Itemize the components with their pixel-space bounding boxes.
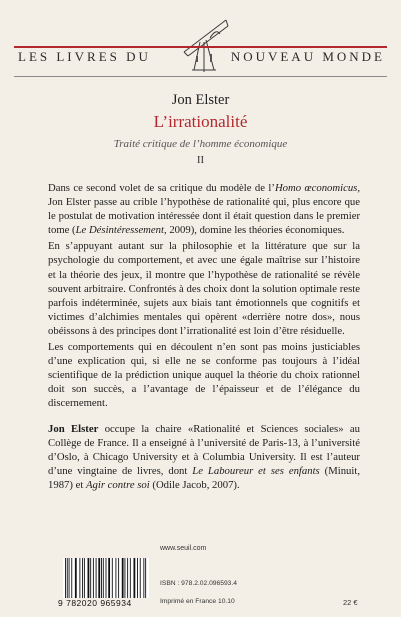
italic-text: Agir contre soi [86,478,150,491]
publisher-url: www.seuil.com [160,545,207,552]
series-name-right: NOUVEAU MONDE [230,49,385,64]
text-run: , 2009), domine les théories économiques. [163,224,345,237]
book-subtitle: Traité critique de l’homme économique [113,138,288,150]
italic-text: Le Laboureur et ses enfants [192,464,320,477]
author-bio [48,422,360,492]
text-run: (Minuit, 1987) et [48,464,360,491]
price: 22 € [343,598,358,607]
author-name: Jon Elster [171,92,230,108]
text-run: Les comportements qui en découlent n’en sont pas moins justiciables d’une explication qui, si elle ne se conforme pas toujours à l’idéal scientifique de la prédiction unique auquel la théorie du choix rationnel doit son succès, a l’avantage de l’épaisseur et de l’élégance du discernement. [48,341,360,410]
banner-top-rule [14,46,387,48]
text-run: , Jon Elster passe au crible l’hypothèse de rationalité qui, plus encore que le postulat de motivation intéressée dont il était question dans le premier tome ( [48,182,360,237]
blurb [48,181,360,492]
text-run: (Odile Jacob, 2007). [149,478,240,491]
barcode-number: 9 782020 965934 [58,598,132,608]
blurb-paragraph [48,340,360,410]
bold-text: Jon Elster [48,422,99,435]
italic-text: Homo œconomicus [274,182,358,194]
text-run: Dans ce second volet de sa critique du modèle de l’ [48,182,275,194]
printed-in: Imprimé en France 10.10 [160,598,235,605]
blurb-paragraph [48,181,360,237]
text-run: occupe la chaire «Rationalité et Sciences sociales» au Collège de France. Il a enseigné à l’université de Paris-13, à l’université d’Oslo, à Chicago University et à Columbia University. Il est l’auteur d’une vingtaine de livres, dont [48,422,360,477]
series-name-left: LES LIVRES DU [18,49,151,64]
isbn: ISBN : 978.2.02.096593.4 [160,580,237,587]
blurb-paragraph [48,239,360,338]
barcode-icon [63,558,149,598]
volume-number: II [196,154,205,166]
text-run: En s’appuyant autant sur la philosophie et la littérature que sur la psychologie du comportement, et avec une égale maîtrise sur l’histoire et la théorie des jeux, il montre que l’hypothèse de rationalité se révèle souvent arbitraire. Confrontés à des choix dont la solution optimale reste parfois indéterminée, sujets aux biais tant émotionnels que cognitifs et victimes d’alchimies mentales qui opèrent «derrière notre dos», nous obéissons à des principes dont l’irrationalité est loin d’être résiduelle. [48,240,360,337]
italic-text: Le Désintéressement [75,224,164,237]
banner-bottom-rule [14,76,387,77]
book-title: L’irrationalité [153,112,248,131]
series-banner [14,12,387,76]
telescope-icon [166,12,236,76]
